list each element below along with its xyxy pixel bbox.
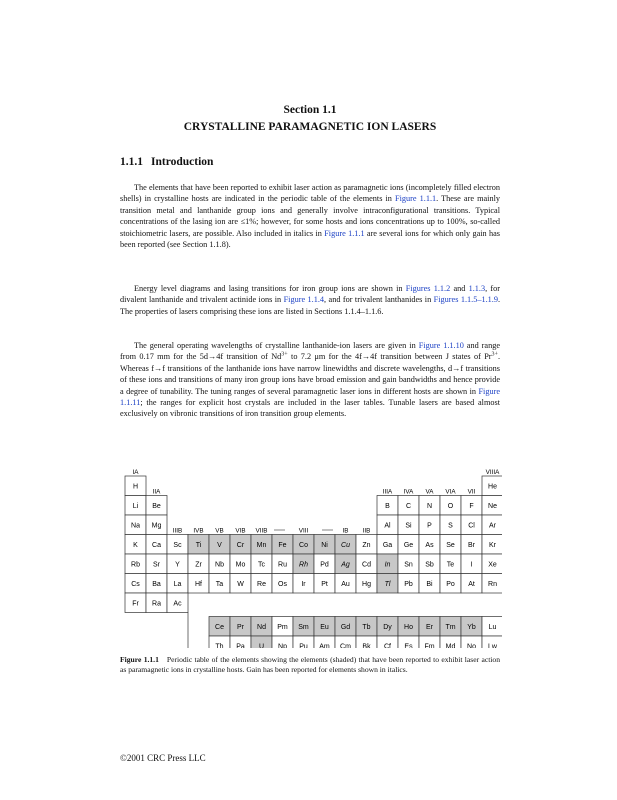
group-label: VB: [215, 527, 224, 535]
element-cell-Er: [419, 617, 440, 637]
svg-text:Ag: Ag: [341, 561, 350, 569]
svg-text:Rh: Rh: [299, 561, 308, 569]
text-run: . The properties of lasers comprising these ions are listed in Sections 1.1.4–1.1.6.: [120, 295, 501, 316]
group-label: IVA: [403, 488, 414, 496]
figure-link[interactable]: Figures 1.1.5–1.1.9: [433, 295, 498, 305]
group-label: VIA: [445, 488, 456, 496]
svg-text:Sn: Sn: [404, 561, 413, 569]
element-cell-Cm: [335, 636, 356, 648]
svg-text:Ra: Ra: [152, 600, 161, 608]
element-cell-Pu: [293, 636, 314, 648]
svg-text:Pb: Pb: [404, 580, 413, 588]
element-cell-Rn: [482, 574, 502, 594]
element-cell-Fr: [125, 593, 146, 613]
superscript: 3+: [281, 351, 288, 358]
element-cell-Ta: [209, 574, 230, 594]
figure-link[interactable]: Figure 1.1.11: [120, 386, 500, 408]
element-cell-Na: [125, 515, 146, 535]
svg-text:I: I: [470, 561, 473, 569]
element-cell-Cu: [335, 535, 356, 555]
svg-text:Fm: Fm: [424, 643, 435, 648]
svg-text:Cr: Cr: [236, 541, 245, 549]
svg-text:Mn: Mn: [256, 541, 267, 549]
element-cell-Ti: [188, 535, 209, 555]
element-cell-Ni: [314, 535, 335, 555]
svg-text:Mo: Mo: [235, 561, 246, 569]
text-run: , and for trivalent lanthanides in: [324, 295, 434, 305]
svg-text:S: S: [448, 522, 453, 530]
svg-text:Ne: Ne: [488, 502, 497, 510]
element-cell-N: [419, 496, 440, 516]
group-label: VIIB: [255, 527, 268, 535]
figure-link[interactable]: Figures 1.1.2: [405, 284, 451, 293]
svg-text:Cd: Cd: [362, 561, 371, 569]
figure-link[interactable]: Figure 1.1.1: [395, 194, 437, 204]
svg-text:Po: Po: [446, 580, 455, 588]
figure-link[interactable]: Figure 1.1.1: [324, 228, 365, 238]
svg-text:Cu: Cu: [341, 541, 350, 549]
svg-text:W: W: [237, 580, 244, 588]
text-run: Energy level diagrams and lasing transitions for iron group ions are shown in: [134, 284, 406, 293]
svg-text:Si: Si: [405, 522, 412, 530]
text-run: ; the ranges for explicit host crystals are included in the laser tables. Tunable lasers are based almost exclusively on vibronic transitions of iron transition group elements.: [120, 398, 500, 419]
element-cell-Ga: [377, 535, 398, 555]
element-cell-Li: [125, 496, 146, 516]
group-label: VII: [467, 488, 476, 496]
text-run: The general operating wavelengths of crystalline lanthanide-ion lasers are given in: [134, 341, 419, 350]
svg-text:Na: Na: [131, 522, 140, 530]
element-cell-S: [440, 515, 461, 535]
element-cell-H: [125, 476, 146, 496]
element-cell-Be: [146, 496, 167, 516]
svg-text:Bk: Bk: [362, 643, 371, 648]
element-cell-Au: [335, 574, 356, 594]
svg-text:Lw: Lw: [488, 643, 497, 648]
element-cell-La: [167, 574, 188, 594]
svg-text:Pd: Pd: [320, 561, 329, 569]
svg-text:Ar: Ar: [489, 522, 496, 530]
element-cell-B: [377, 496, 398, 516]
section-label: Section 1.1: [283, 104, 337, 116]
svg-text:Dy: Dy: [383, 623, 392, 631]
svg-text:Be: Be: [152, 502, 161, 510]
element-cell-Pm: [272, 617, 293, 637]
element-cell-Yb: [461, 617, 482, 637]
caption-label: Figure 1.1.1: [120, 655, 159, 664]
svg-text:Pr: Pr: [237, 623, 244, 631]
element-cell-Dy: [377, 617, 398, 637]
svg-text:Nb: Nb: [215, 561, 224, 569]
element-cell-At: [461, 574, 482, 594]
periodic-table-figure: [122, 466, 502, 648]
element-cell-Hg: [356, 574, 377, 594]
element-cell-Pa: [230, 636, 251, 648]
svg-text:Zn: Zn: [362, 541, 371, 549]
svg-text:Eu: Eu: [320, 623, 329, 631]
text-run: . Whereas f→f transitions of the lanthanide ions have narrow linewidths and discrete wavelengths, d→f transitions of these ions and transitions of many iron group ions have broad emission and gain bandwidths and hence provide a degree of tunability. The tuning ranges of several paramagnetic laser ions in different hosts are shown in: [120, 352, 500, 396]
group-label: IIIA: [382, 488, 393, 496]
element-cell-Es: [398, 636, 419, 648]
element-cell-Si: [398, 515, 419, 535]
element-cell-Tb: [356, 617, 377, 637]
paragraph-1: [120, 182, 500, 250]
group-label: IIA: [152, 488, 161, 496]
periodic-table: [122, 466, 502, 648]
text-run: . These are mainly transition metal and lanthanide group ions and generally involve intraconfigurational transitions. Typical concentrations of the lasing ion are ≤1%; however, for some hosts and ions concentrations up to 100%, so-called stoichiometric lasers, are possible. Also included in italics in: [120, 194, 500, 238]
element-cell-Cd: [356, 554, 377, 574]
element-cell-Zn: [356, 535, 377, 555]
svg-text:Se: Se: [446, 541, 455, 549]
svg-text:Xe: Xe: [488, 561, 497, 569]
element-cell-Hf: [188, 574, 209, 594]
element-cell-Ba: [146, 574, 167, 594]
group-label: VIIIA: [485, 469, 500, 476]
svg-text:Tl: Tl: [384, 580, 391, 588]
svg-text:Ga: Ga: [382, 541, 393, 549]
element-cell-Y: [167, 554, 188, 574]
caption-text: Periodic table of the elements showing the elements (shaded) that have been reported to exhibit laser action as paramagnetic ions in crystalline hosts. Gain has been reported for elements shown in italics.: [120, 655, 501, 675]
group-label: IA: [132, 469, 139, 476]
element-cell-Cs: [125, 574, 146, 594]
element-cell-Pd: [314, 554, 335, 574]
svg-text:Th: Th: [215, 643, 224, 648]
paragraph-2: [120, 283, 500, 317]
element-cell-Sr: [146, 554, 167, 574]
element-cell-P: [419, 515, 440, 535]
svg-text:Gd: Gd: [340, 623, 351, 631]
svg-text:Ir: Ir: [301, 580, 306, 588]
svg-text:V: V: [217, 541, 222, 549]
svg-text:Au: Au: [341, 580, 350, 588]
element-cell-No: [461, 636, 482, 648]
element-cell-Ir: [293, 574, 314, 594]
svg-text:Fr: Fr: [132, 600, 139, 608]
element-cell-Po: [440, 574, 461, 594]
svg-text:Sc: Sc: [173, 541, 182, 549]
element-cell-As: [419, 535, 440, 555]
svg-text:Hg: Hg: [362, 580, 371, 588]
svg-text:Am: Am: [319, 643, 330, 648]
element-cell-Lu: [482, 617, 502, 637]
svg-text:Kr: Kr: [489, 541, 496, 549]
element-cell-Se: [440, 535, 461, 555]
svg-text:Er: Er: [426, 623, 433, 631]
svg-text:Ta: Ta: [215, 580, 224, 588]
f-block-connector: [188, 613, 209, 649]
svg-text:Ru: Ru: [278, 561, 287, 569]
paragraph-3: [120, 340, 500, 420]
element-cell-I: [461, 554, 482, 574]
element-cell-Sb: [419, 554, 440, 574]
svg-text:N: N: [426, 502, 433, 510]
section-heading: [120, 102, 500, 136]
svg-text:Hf: Hf: [195, 580, 202, 588]
text-run: are several ions for which only gain has been reported (see Section 1.1.8).: [120, 228, 500, 250]
svg-text:Tc: Tc: [258, 561, 265, 569]
svg-text:Lu: Lu: [488, 623, 497, 631]
element-cell-Th: [209, 636, 230, 648]
group-label: IVB: [193, 527, 204, 535]
group-label: VIII: [298, 527, 309, 535]
element-cell-Nd: [251, 617, 272, 637]
subsection-number: 1.1.1: [120, 156, 143, 168]
element-cell-Tl: [377, 574, 398, 594]
svg-text:Ho: Ho: [404, 623, 413, 631]
element-cell-Cl: [461, 515, 482, 535]
element-cell-Bi: [419, 574, 440, 594]
element-cell-Xe: [482, 554, 502, 574]
svg-text:Y: Y: [175, 561, 180, 569]
svg-text:C: C: [405, 502, 412, 510]
section-title: CRYSTALLINE PARAMAGNETIC ION LASERS: [183, 121, 437, 133]
element-cell-Mn: [251, 535, 272, 555]
svg-text:Bi: Bi: [426, 580, 433, 588]
element-cell-Fe: [272, 535, 293, 555]
subsection-title: Introduction: [151, 156, 214, 168]
svg-text:He: He: [488, 483, 497, 491]
svg-text:Pm: Pm: [277, 623, 288, 631]
copyright-footer: ©2001 CRC Press LLC: [120, 753, 206, 763]
svg-text:Pt: Pt: [321, 580, 328, 588]
svg-text:Fe: Fe: [278, 541, 287, 549]
svg-text:F: F: [469, 502, 474, 510]
svg-text:La: La: [173, 580, 182, 588]
svg-text:In: In: [384, 561, 391, 569]
element-cell-Ge: [398, 535, 419, 555]
element-cell-Pr: [230, 617, 251, 637]
element-cell-Gd: [335, 617, 356, 637]
element-cell-Sn: [398, 554, 419, 574]
element-cell-Cf: [377, 636, 398, 648]
group-label: IIB: [362, 527, 371, 535]
element-cell-Ne: [482, 496, 502, 516]
element-cell-Mg: [146, 515, 167, 535]
svg-text:Ce: Ce: [215, 623, 224, 631]
element-cell-Mo: [230, 554, 251, 574]
group-label: IIIB: [172, 527, 183, 535]
svg-text:Sb: Sb: [425, 561, 434, 569]
element-cell-O: [440, 496, 461, 516]
svg-text:Ca: Ca: [152, 541, 161, 549]
svg-text:Sm: Sm: [298, 623, 309, 631]
element-cell-Te: [440, 554, 461, 574]
text-run: and: [450, 284, 469, 293]
svg-text:Al: Al: [384, 522, 391, 530]
element-cell-Re: [251, 574, 272, 594]
figure-link[interactable]: 1.1.3: [468, 284, 486, 293]
text-run: , for divalent lanthanide and trivalent actinide ions in: [120, 284, 500, 305]
figure-link[interactable]: Figure 1.1.4: [283, 295, 325, 305]
svg-text:Cs: Cs: [131, 580, 140, 588]
element-cell-Sc: [167, 535, 188, 555]
svg-text:Br: Br: [468, 541, 475, 549]
svg-text:Ge: Ge: [403, 541, 414, 549]
svg-text:Md: Md: [445, 643, 456, 648]
element-cell-Sm: [293, 617, 314, 637]
svg-text:Pa: Pa: [236, 643, 245, 648]
svg-text:Ni: Ni: [321, 541, 328, 549]
element-cell-Bk: [356, 636, 377, 648]
element-cell-Tm: [440, 617, 461, 637]
svg-text:K: K: [133, 541, 138, 549]
text-run: The elements that have been reported to exhibit laser action as paramagnetic ions (incompletely filled electron shells) in crystalline hosts are indicated in the periodic table of the elements in: [120, 183, 500, 204]
svg-text:Pu: Pu: [299, 643, 308, 648]
element-cell-Ra: [146, 593, 167, 613]
svg-text:Sr: Sr: [153, 561, 160, 569]
element-cell-Eu: [314, 617, 335, 637]
svg-text:At: At: [468, 580, 475, 588]
svg-text:Ba: Ba: [152, 580, 161, 588]
svg-text:Li: Li: [132, 502, 139, 510]
group-label: IB: [342, 527, 349, 535]
element-cell-In: [377, 554, 398, 574]
element-cell-Os: [272, 574, 293, 594]
element-cell-Rh: [293, 554, 314, 574]
element-cell-Ar: [482, 515, 502, 535]
svg-text:Ac: Ac: [173, 600, 182, 608]
text-run: to 7.2 μm for the 4f→4f transition between J states of Pr: [287, 352, 492, 362]
element-cell-Zr: [188, 554, 209, 574]
text-run: and range from 0.17 mm for the 5d→4f transition of Nd: [120, 341, 501, 362]
group-label: VIB: [235, 527, 246, 535]
element-cell-Kr: [482, 535, 502, 555]
element-cell-Np: [272, 636, 293, 648]
element-cell-F: [461, 496, 482, 516]
svg-text:Rb: Rb: [131, 561, 140, 569]
element-cell-Pt: [314, 574, 335, 594]
svg-text:Cf: Cf: [384, 643, 391, 648]
svg-text:Np: Np: [278, 643, 287, 648]
element-cell-Tc: [251, 554, 272, 574]
svg-text:Es: Es: [404, 643, 413, 648]
element-cell-Md: [440, 636, 461, 648]
svg-text:B: B: [385, 502, 390, 510]
element-cell-V: [209, 535, 230, 555]
figure-caption: [120, 655, 500, 675]
svg-text:Zr: Zr: [195, 561, 202, 569]
element-cell-Ac: [167, 593, 188, 613]
element-cell-Am: [314, 636, 335, 648]
svg-text:Co: Co: [299, 541, 308, 549]
svg-text:Te: Te: [446, 561, 455, 569]
svg-text:Re: Re: [257, 580, 266, 588]
element-cell-Ce: [209, 617, 230, 637]
element-cell-Al: [377, 515, 398, 535]
element-cell-C: [398, 496, 419, 516]
element-cell-Ag: [335, 554, 356, 574]
svg-text:No: No: [467, 643, 476, 648]
svg-text:Tm: Tm: [445, 623, 456, 631]
element-cell-U: [251, 636, 272, 648]
svg-text:Ti: Ti: [195, 541, 202, 549]
svg-text:Tb: Tb: [362, 623, 371, 631]
element-cell-Ho: [398, 617, 419, 637]
element-cell-W: [230, 574, 251, 594]
element-cell-Ru: [272, 554, 293, 574]
svg-text:Rn: Rn: [488, 580, 497, 588]
svg-text:Cm: Cm: [340, 643, 351, 648]
element-cell-Pb: [398, 574, 419, 594]
subsection-heading: [120, 156, 213, 168]
element-cell-Nb: [209, 554, 230, 574]
svg-text:Nd: Nd: [257, 623, 266, 631]
element-cell-Co: [293, 535, 314, 555]
svg-text:H: H: [132, 483, 139, 491]
element-cell-Lw: [482, 636, 502, 648]
svg-text:Yb: Yb: [467, 623, 476, 631]
svg-text:U: U: [258, 643, 265, 648]
superscript: 3+: [491, 351, 498, 358]
figure-link[interactable]: Figure 1.1.10: [418, 341, 464, 350]
svg-text:Mg: Mg: [151, 522, 162, 530]
element-cell-Ca: [146, 535, 167, 555]
group-label: VA: [425, 488, 434, 496]
svg-text:As: As: [425, 541, 434, 549]
svg-text:Os: Os: [278, 580, 287, 588]
svg-text:Cl: Cl: [468, 522, 475, 530]
element-cell-Cr: [230, 535, 251, 555]
element-cell-K: [125, 535, 146, 555]
element-cell-Fm: [419, 636, 440, 648]
svg-text:O: O: [447, 502, 454, 510]
svg-text:P: P: [427, 522, 432, 530]
element-cell-Rb: [125, 554, 146, 574]
element-cell-Br: [461, 535, 482, 555]
element-cell-He: [482, 476, 502, 496]
